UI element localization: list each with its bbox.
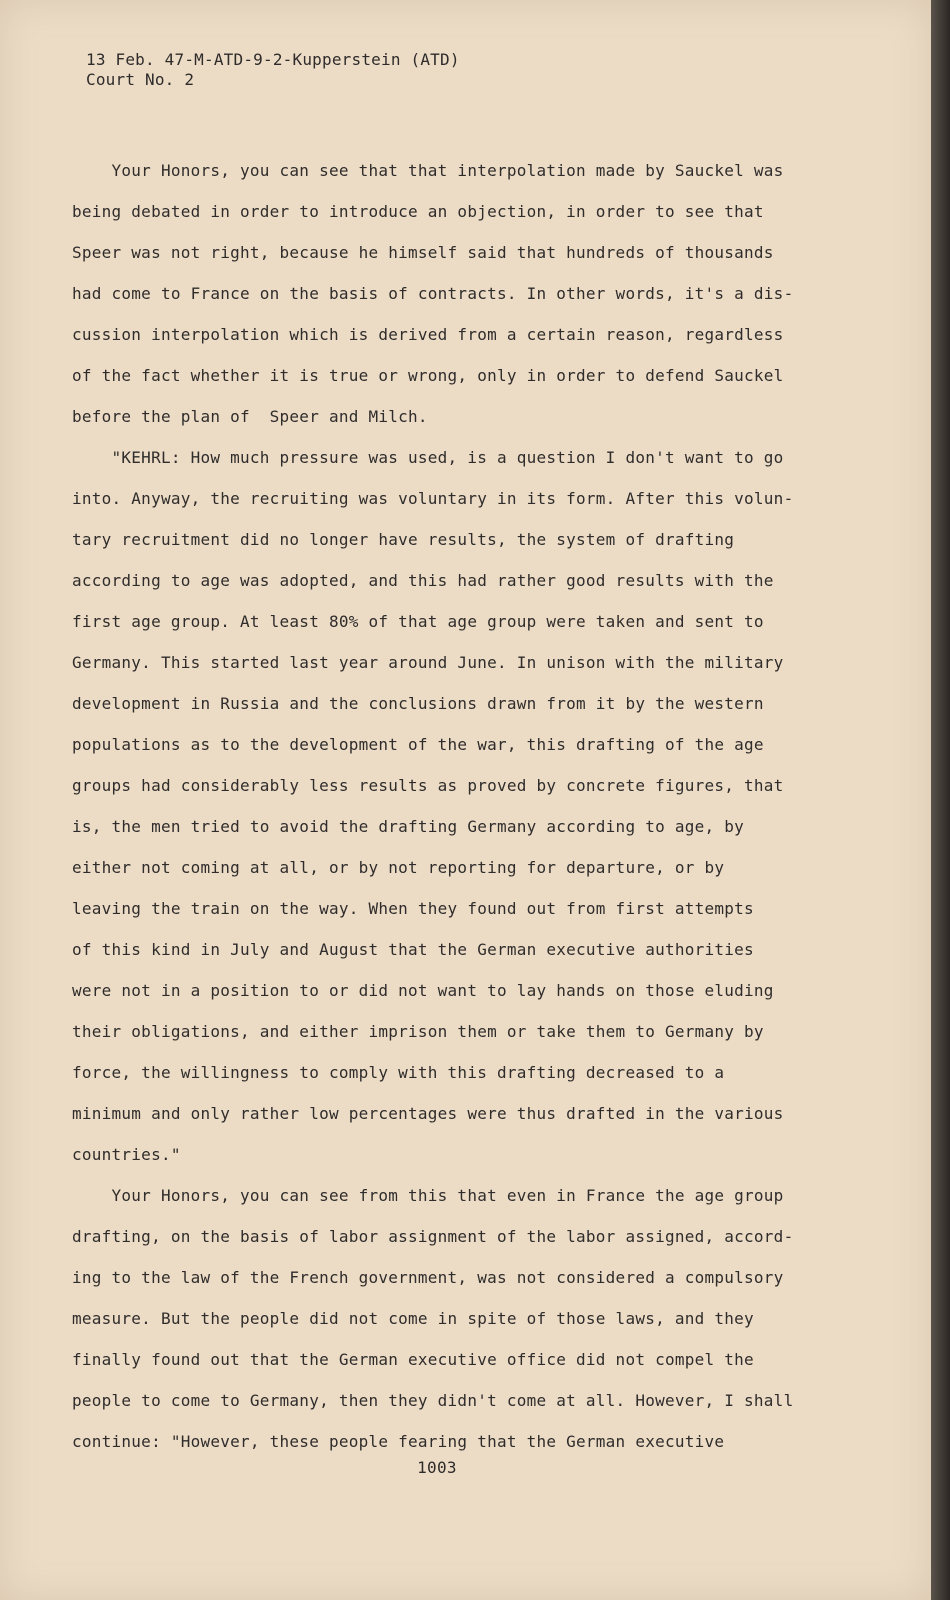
paragraph: [72, 437, 822, 1175]
text-line: before the plan of Speer and Milch.: [72, 407, 428, 426]
page-number: 1003: [417, 1458, 457, 1477]
text-line: "KEHRL: How much pressure was used, is a question I don't want to go: [72, 448, 784, 467]
text-line: leaving the train on the way. When they found out from first attempts: [72, 899, 754, 918]
paragraph: [72, 1175, 822, 1462]
text-line: measure. But the people did not come in spite of those laws, and they: [72, 1309, 754, 1328]
text-line: were not in a position to or did not want to lay hands on those eluding: [72, 981, 774, 1000]
text-line: Your Honors, you can see that that interpolation made by Sauckel was: [72, 161, 784, 180]
text-line: finally found out that the German executive office did not compel the: [72, 1350, 754, 1369]
text-line: being debated in order to introduce an objection, in order to see that: [72, 202, 764, 221]
text-line: people to come to Germany, then they didn't come at all. However, I shall: [72, 1391, 794, 1410]
text-line: tary recruitment did no longer have results, the system of drafting: [72, 530, 735, 549]
text-line: Your Honors, you can see from this that even in France the age group: [72, 1186, 784, 1205]
text-line: ing to the law of the French government, was not considered a compulsory: [72, 1268, 784, 1287]
header-court: Court No. 2: [86, 70, 195, 89]
scan-edge: [931, 0, 950, 1600]
text-line: had come to France on the basis of contracts. In other words, it's a dis-: [72, 284, 794, 303]
text-line: minimum and only rather low percentages were thus drafted in the various: [72, 1104, 784, 1123]
text-line: first age group. At least 80% of that age group were taken and sent to: [72, 612, 764, 631]
text-line: development in Russia and the conclusions drawn from it by the western: [72, 694, 764, 713]
transcript-body: [72, 150, 822, 1462]
text-line: into. Anyway, the recruiting was voluntary in its form. After this volun-: [72, 489, 794, 508]
header-reference: 13 Feb. 47-M-ATD-9-2-Kupperstein (ATD): [86, 50, 460, 69]
text-line: groups had considerably less results as proved by concrete figures, that: [72, 776, 784, 795]
text-line: drafting, on the basis of labor assignment of the labor assigned, accord-: [72, 1227, 794, 1246]
document-header: [86, 50, 460, 90]
text-line: countries.": [72, 1145, 181, 1164]
text-line: populations as to the development of the war, this drafting of the age: [72, 735, 764, 754]
text-line: either not coming at all, or by not reporting for departure, or by: [72, 858, 725, 877]
text-line: of the fact whether it is true or wrong, only in order to defend Sauckel: [72, 366, 784, 385]
text-line: cussion interpolation which is derived from a certain reason, regardless: [72, 325, 784, 344]
text-line: continue: "However, these people fearing that the German executive: [72, 1432, 725, 1451]
text-line: Speer was not right, because he himself said that hundreds of thousands: [72, 243, 774, 262]
text-line: force, the willingness to comply with this drafting decreased to a: [72, 1063, 725, 1082]
text-line: according to age was adopted, and this had rather good results with the: [72, 571, 774, 590]
text-line: of this kind in July and August that the German executive authorities: [72, 940, 754, 959]
paragraph: [72, 150, 822, 437]
text-line: Germany. This started last year around June. In unison with the military: [72, 653, 784, 672]
text-line: is, the men tried to avoid the drafting Germany according to age, by: [72, 817, 745, 836]
text-line: their obligations, and either imprison them or take them to Germany by: [72, 1022, 764, 1041]
